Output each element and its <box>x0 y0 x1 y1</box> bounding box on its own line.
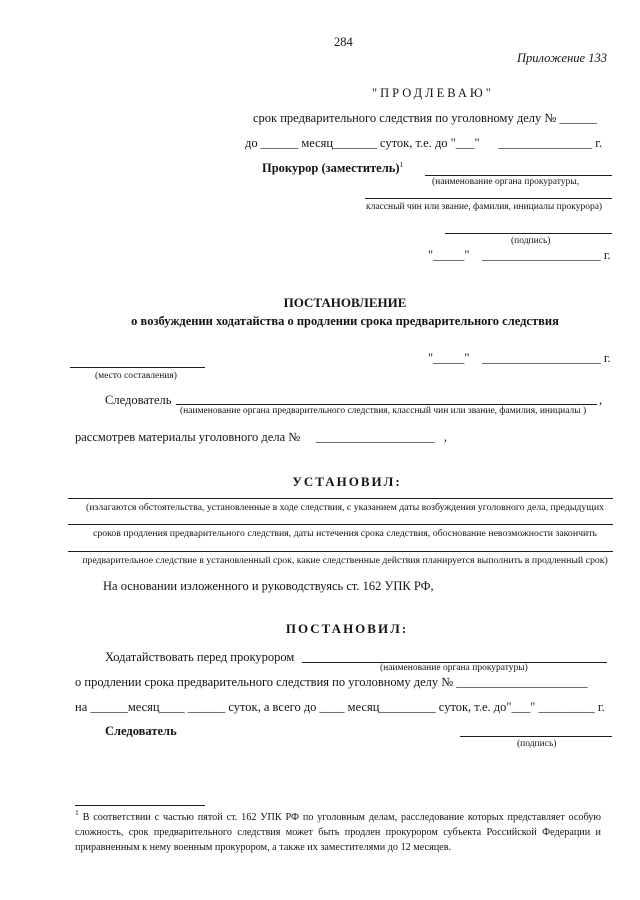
decided-heading: ПОСТАНОВИЛ: <box>285 621 409 636</box>
footnote-reference: 1 <box>399 160 404 169</box>
basis-line: На основании изложенного и руководствуясь ст. 162 УПК РФ, <box>103 579 434 593</box>
signer-signature-caption: (подпись) <box>517 739 557 749</box>
document-title: ПОСТАНОВЛЕНИЕ <box>283 295 407 310</box>
footnote <box>75 810 601 855</box>
prosecutor-label-text: Прокурор (заместитель) <box>262 161 400 175</box>
footnote-text: приравненным к нему военным прокурором, а также их заместителями до 12 месяцев. <box>75 842 452 853</box>
footnote-text: сложность, срок предварительного следствия может быть продлен прокурором субъекта Российской Федерации и <box>75 827 601 838</box>
established-caption: предварительное следствие в установленный срок, какие следственные действия планируется выполнить в продленный срок) <box>82 555 608 566</box>
footnote-marker: 1 <box>75 808 79 817</box>
signer-signature-blank-line <box>460 736 612 737</box>
prosecutor-org-blank-line <box>425 175 612 176</box>
prosecutor-name-caption: классный чин или звание, фамилия, инициалы прокурора) <box>366 202 603 212</box>
established-caption: сроков продления предварительного следствия, даты истечения срока следствия, обоснование невозможности закончить <box>92 528 597 539</box>
footnote-line <box>75 810 601 825</box>
investigator-label: Следователь <box>105 393 172 407</box>
footnote-text: В соответствии с частью пятой ст. 162 УПК РФ по уголовным делам, расследование которых представляет особую <box>82 812 601 823</box>
review-line: рассмотрев материалы уголовного дела № ___________________ , <box>75 430 448 444</box>
established-heading: УСТАНОВИЛ: <box>292 474 402 489</box>
extension-term-line: на ______месяц____ ______ суток, а всего до ____ месяц_________ суток, т.е. до"___" _________ г. <box>75 700 605 714</box>
prosecutor-label <box>262 161 403 175</box>
approval-term-line: до ______ месяц_______ суток, т.е. до "___" _______________ г. <box>245 136 603 150</box>
approval-heading: "ПРОДЛЕВАЮ" <box>372 86 494 100</box>
page-number: 284 <box>334 35 353 49</box>
signer-label: Следователь <box>105 724 177 738</box>
extension-case-line: о продлении срока предварительного следствия по уголовному делу № _____________________ <box>75 675 588 689</box>
approval-date-line: "_____" ___________________ г. <box>428 248 611 262</box>
appendix-label: Приложение 133 <box>517 51 607 65</box>
place-blank-line <box>70 367 205 368</box>
prosecutor-org-caption: (наименование органа прокуратуры, <box>432 177 580 187</box>
prosecutor-name-blank-line <box>365 198 612 199</box>
document-subtitle: о возбуждении ходатайства о продлении срока предварительного следствия <box>131 314 559 328</box>
established-caption: (излагаются обстоятельства, установленные в ходе следствия, с указанием даты возбуждения уголовного дела, предыдущих <box>86 502 604 513</box>
investigator-blank-line <box>176 404 597 405</box>
prosecutor-signature-blank-line <box>445 233 612 234</box>
established-blank-line <box>68 551 613 552</box>
approval-case-line: срок предварительного следствия по уголовному делу № ______ <box>253 111 597 125</box>
prosecutor-signature-caption: (подпись) <box>511 236 551 246</box>
investigator-caption: (наименование органа предварительного следствия, классный чин или звание, фамилия, инициалы ) <box>180 406 587 416</box>
investigator-trailing-comma: , <box>599 393 603 407</box>
established-blank-line <box>68 498 613 499</box>
resolution-date-line: "_____" ___________________ г. <box>428 351 611 365</box>
established-blank-line <box>68 524 613 525</box>
footnote-line <box>75 840 601 855</box>
petition-caption: (наименование органа прокуратуры) <box>380 663 528 673</box>
footnote-separator <box>75 805 205 806</box>
petition-line: Ходатайствовать перед прокурором <box>105 650 295 664</box>
place-caption: (место составления) <box>95 371 177 381</box>
footnote-line <box>75 825 601 840</box>
